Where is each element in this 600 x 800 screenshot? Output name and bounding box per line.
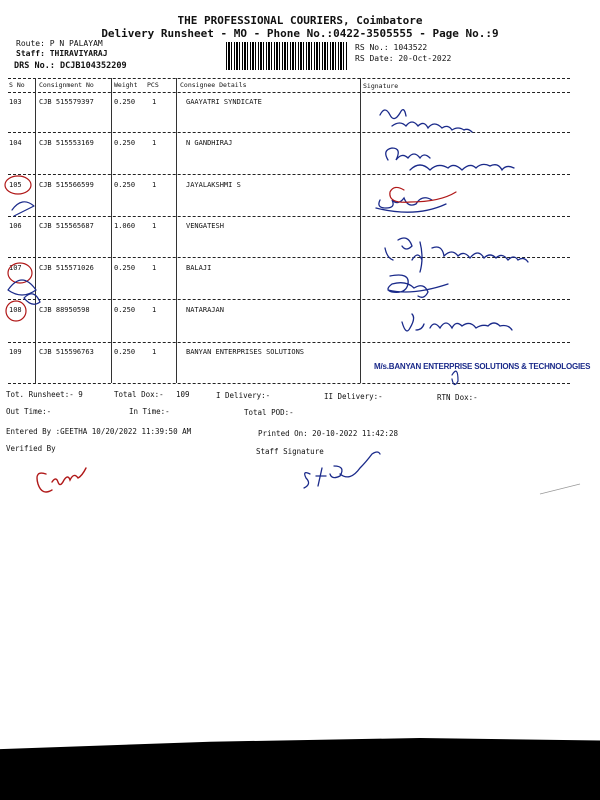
- row-consignee: BANYAN ENTERPRISES SOLUTIONS: [186, 348, 305, 356]
- out-time-label: Out Time:-: [6, 407, 52, 416]
- col-header-weight: Weight: [114, 81, 138, 89]
- row-weight: 0.250: [114, 264, 136, 272]
- row-pcs: 1: [152, 348, 157, 356]
- company-title: THE PROFESSIONAL COURIERS, Coimbatore: [177, 14, 423, 27]
- header-top-rule: [8, 78, 570, 79]
- check-mark-107: [8, 280, 36, 295]
- barcode: [226, 42, 348, 70]
- rs-number: RS No.: 1043522: [355, 43, 428, 52]
- row-sno: 104: [9, 139, 22, 147]
- row-sno: 107: [9, 264, 22, 272]
- row-sno: 106: [9, 222, 22, 230]
- total-pod-label: Total POD:-: [244, 408, 294, 417]
- row-consignment: CJB 515553169: [39, 139, 94, 147]
- row-consignee: GAAYATRI SYNDICATE: [186, 98, 262, 106]
- row-consignee: JAYALAKSHMI S: [186, 181, 241, 189]
- row-weight: 0.250: [114, 348, 136, 356]
- row-pcs: 1: [152, 222, 157, 230]
- col-header-sno: S No: [9, 81, 25, 89]
- company-stamp: M/s.BANYAN ENTERPRISE SOLUTIONS & TECHNOLOGIES: [374, 362, 591, 371]
- rs-date: RS Date: 20-Oct-2022: [355, 54, 452, 63]
- verified-signature: [37, 468, 86, 492]
- small-mark-109: [452, 371, 458, 384]
- in-time-label: In Time:-: [129, 407, 170, 416]
- total-dox-label: Total Dox:-: [114, 390, 164, 399]
- col-header-consignee: Consignee Details: [180, 81, 247, 89]
- tot-runsheet: Tot. Runsheet:- 9: [6, 390, 83, 399]
- row-consignee: N GANDHIRAJ: [186, 139, 233, 147]
- row-sno: 105: [9, 181, 22, 189]
- ii-delivery-label: II Delivery:-: [324, 392, 383, 401]
- scan-edge: [0, 738, 600, 800]
- row-pcs: 1: [152, 139, 157, 147]
- row-weight: 0.250: [114, 181, 136, 189]
- row-sno: 109: [9, 348, 22, 356]
- row-consignment: CJB 515596763: [39, 348, 94, 356]
- route-label: Route: P N PALAYAM: [16, 39, 103, 48]
- printed-on: Printed On: 20-10-2022 11:42:28: [258, 429, 398, 438]
- check-mark-108: [24, 294, 40, 304]
- rtn-dox-label: RTN Dox:-: [437, 393, 478, 402]
- check-mark-106: [12, 202, 34, 216]
- drs-number: DRS No.: DCJB104352209: [14, 61, 127, 71]
- row-consignment: CJB 515565687: [39, 222, 94, 230]
- row-pcs: 1: [152, 98, 157, 106]
- verified-by-label: Verified By: [6, 444, 56, 453]
- signature-103: [380, 110, 472, 132]
- col-header-pcs: PCS: [147, 81, 159, 89]
- staff-label: Staff: THIRAVIYARAJ: [16, 49, 108, 58]
- handwriting-layer: [0, 90, 600, 470]
- row-weight: 0.250: [114, 98, 136, 106]
- col-header-signature: Signature: [363, 82, 399, 90]
- row-sno: 108: [9, 306, 22, 314]
- row-consignee: NATARAJAN: [186, 306, 224, 314]
- runsheet-subtitle: Delivery Runsheet - MO - Phone No.:0422-3505555 - Page No.:9: [101, 27, 499, 40]
- signature-104: [386, 148, 514, 170]
- staff-signature-label: Staff Signature: [256, 447, 324, 456]
- row-consignee: BALAJI: [186, 264, 212, 272]
- signature-108: [402, 314, 512, 331]
- circle-mark-108: [6, 301, 26, 321]
- total-dox-value: 109: [176, 390, 190, 399]
- footer-signatures: [0, 440, 600, 510]
- staff-signature: [304, 452, 380, 488]
- signature-107: [388, 275, 448, 297]
- row-consignment: CJB 88950598: [39, 306, 90, 314]
- row-pcs: 1: [152, 264, 157, 272]
- col-header-consignment: Consignment No: [39, 81, 94, 89]
- row-weight: 0.250: [114, 139, 136, 147]
- row-consignment: CJB 515566599: [39, 181, 94, 189]
- row-weight: 0.250: [114, 306, 136, 314]
- row-consignment: CJB 515579397: [39, 98, 94, 106]
- stray-mark: [540, 484, 580, 494]
- row-consignee: VENGATESH: [186, 222, 224, 230]
- circle-mark-105: [5, 176, 31, 194]
- row-pcs: 1: [152, 306, 157, 314]
- row-sno: 103: [9, 98, 22, 106]
- signature-106: [385, 238, 528, 272]
- row-weight: 1.060: [114, 222, 136, 230]
- red-strike-105: [390, 187, 456, 202]
- i-delivery-label: I Delivery:-: [216, 391, 271, 400]
- row-consignment: CJB 515571026: [39, 264, 94, 272]
- row-pcs: 1: [152, 181, 157, 189]
- entered-by: Entered By :GEETHA 10/20/2022 11:39:50 AM: [6, 427, 192, 436]
